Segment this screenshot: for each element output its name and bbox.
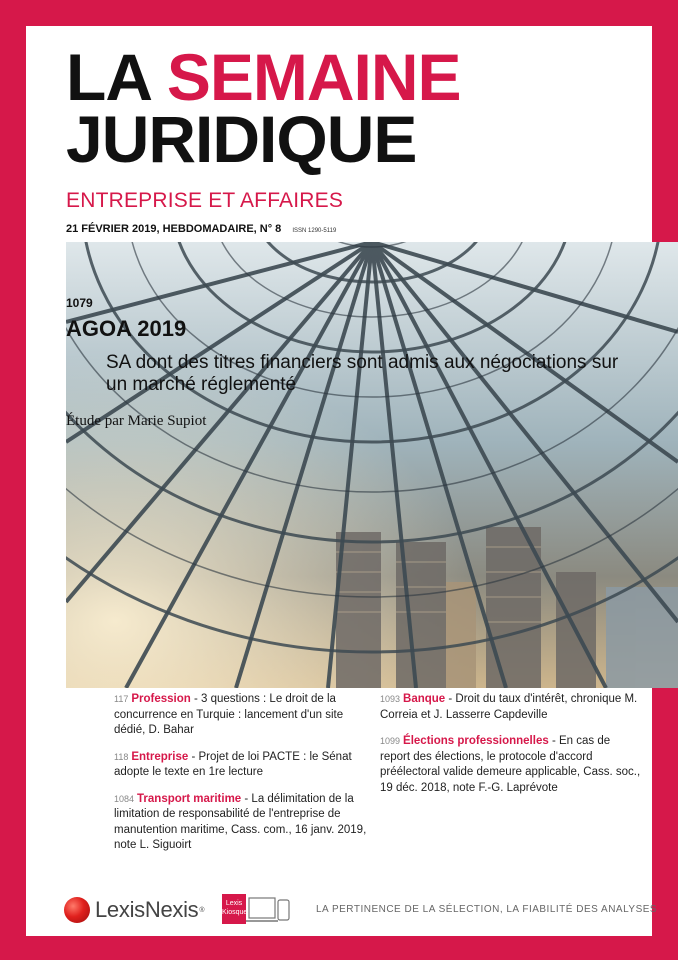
summary-item bbox=[114, 750, 376, 781]
kiosque-line1: Lexis bbox=[225, 900, 243, 907]
issn: ISSN 1290-5119 bbox=[292, 228, 337, 234]
magazine-cover bbox=[26, 26, 658, 936]
cover-photo bbox=[66, 242, 678, 688]
registered-mark: ® bbox=[199, 906, 205, 914]
feature-author: Étude par Marie Supiot bbox=[66, 413, 207, 429]
kiosque-line2: Kiosque bbox=[222, 909, 248, 916]
summary-item bbox=[380, 734, 642, 796]
feature-description: SA dont des titres financiers sont admis aux négociations sur un marché réglementé bbox=[106, 352, 619, 395]
summary-item-number: 1099 bbox=[380, 736, 401, 746]
summary-item-number: 1093 bbox=[380, 694, 401, 704]
summary-item-text: - La délimitation de la limitation de responsabilité de l'entreprise de manutention maritime, Cass. com., 16 janv. 2019, note L. Siguoirt bbox=[114, 792, 367, 851]
summary-column-right bbox=[380, 692, 642, 807]
summary-item-category: Entreprise bbox=[131, 750, 189, 763]
tagline: LA PERTINENCE DE LA SÉLECTION, LA FIABILITÉ DES ANALYSES bbox=[316, 904, 658, 915]
summary-item-text: - Droit du taux d'intérêt, chronique M. Correia et J. Lasserre Capdeville bbox=[380, 693, 638, 721]
summary-item-text: - Projet de loi PACTE : le Sénat adopte le texte en 1re lecture bbox=[114, 750, 352, 778]
feature-title: AGOA 2019 bbox=[66, 316, 187, 341]
issue-dateline bbox=[66, 223, 336, 235]
masthead-line1 bbox=[66, 40, 461, 114]
masthead-la: LA bbox=[66, 40, 150, 114]
devices-icon bbox=[222, 894, 294, 926]
summary-item bbox=[114, 792, 376, 854]
feature-article-number: 1079 bbox=[66, 296, 93, 310]
edition-subtitle: ENTREPRISE ET AFFAIRES bbox=[66, 189, 344, 212]
summary-item-category: Banque bbox=[403, 693, 446, 705]
lexisnexis-logo bbox=[64, 894, 205, 926]
summary-item-number: 117 bbox=[114, 694, 129, 704]
masthead-juridique: JURIDIQUE bbox=[66, 102, 417, 176]
summary-item-text: - 3 questions : Le droit de la concurrence en Turquie : lancement d'un site dédié, D. Bahar bbox=[114, 693, 344, 736]
lexisnexis-sphere-icon bbox=[64, 897, 90, 923]
summary-item-category: Élections professionnelles bbox=[403, 735, 549, 747]
summary-item-category: Profession bbox=[131, 693, 191, 705]
issue-date: 21 FÉVRIER 2019, HEBDOMADAIRE, N° 8 bbox=[66, 223, 282, 235]
summary-item bbox=[380, 692, 642, 723]
summary-item bbox=[114, 692, 376, 739]
summary-item-text: - En cas de report des élections, le protocole d'accord préélectoral valide demeure applicable, Cass. soc., 19 déc. 2018, note F.-G. Laprévote bbox=[380, 735, 641, 794]
summary-column-left bbox=[114, 692, 376, 865]
summary-item-number: 1084 bbox=[114, 793, 135, 804]
masthead-semaine: SEMAINE bbox=[166, 40, 461, 114]
masthead bbox=[66, 40, 461, 176]
summary-item-number: 118 bbox=[114, 751, 129, 762]
summary-item-category: Transport maritime bbox=[137, 792, 242, 805]
lexisnexis-wordmark: LexisNexis bbox=[95, 897, 199, 922]
lexis-kiosque-devices bbox=[222, 894, 294, 926]
